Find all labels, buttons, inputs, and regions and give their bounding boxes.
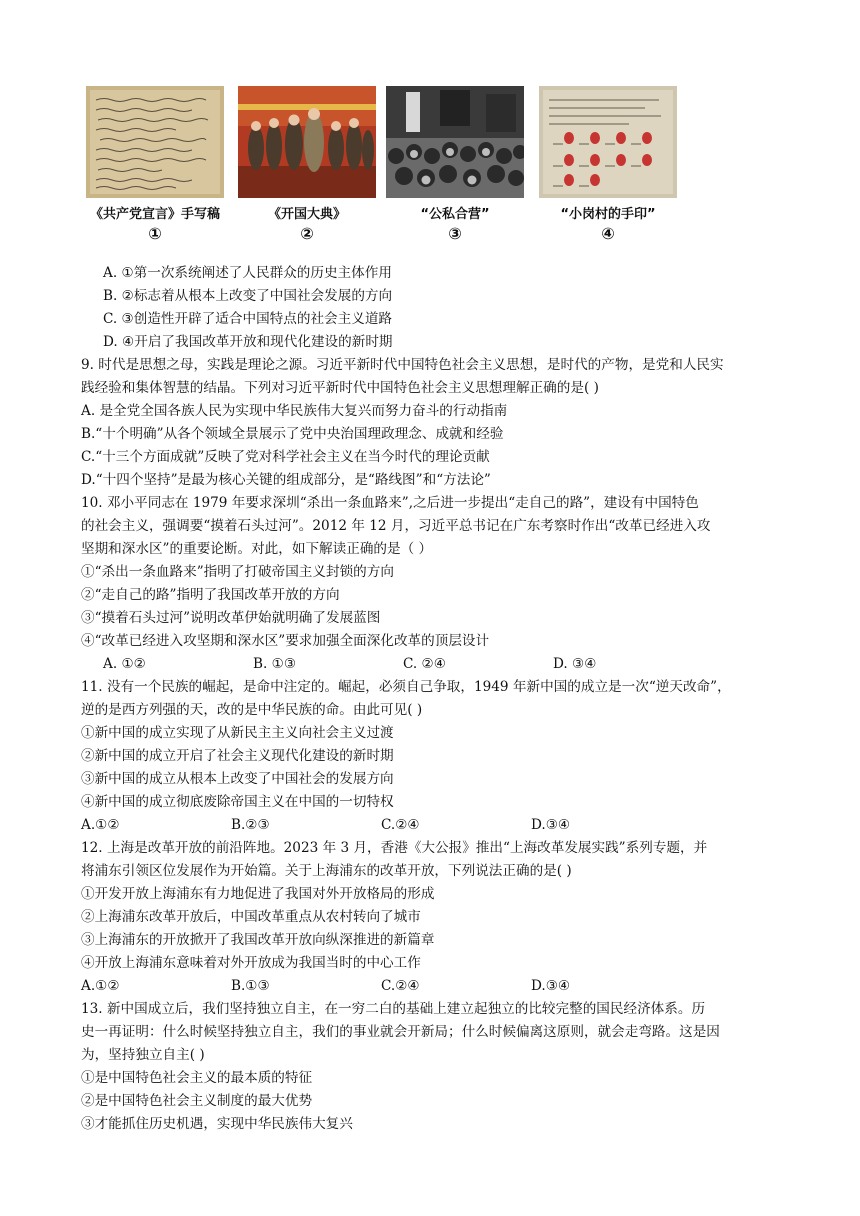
question-stem: 10. 邓小平同志在 1979 年要求深圳“杀出一条血路来”,之后进一步提出“走自己的路”，建设有中国特色 bbox=[81, 495, 699, 511]
figure-number: ② bbox=[300, 224, 314, 243]
statement: ②新中国的成立开启了社会主义现代化建设的新时期 bbox=[81, 748, 394, 764]
option: C. ③创造性开辟了适合中国特点的社会主义道路 bbox=[103, 311, 393, 327]
answer-choices bbox=[81, 814, 781, 837]
question-stem: 逆的是西方列强的天，改的是中华民族的命。由此可见( ) bbox=[81, 702, 423, 718]
figure-xiaogang bbox=[539, 86, 677, 243]
choice: A.①② bbox=[81, 978, 120, 994]
question-9 bbox=[81, 354, 781, 492]
public-private-photo-image bbox=[386, 86, 524, 198]
choice: C.②④ bbox=[381, 817, 420, 833]
option: C.“十三个方面成就”反映了党对科学社会主义在当今时代的理论贡献 bbox=[81, 449, 490, 465]
question-stem: 的社会主义，强调要“摸着石头过河”。2012 年 12 月，习近平总书记在广东考察时作出“改革已经进入攻 bbox=[81, 518, 711, 534]
question-11 bbox=[81, 676, 781, 837]
statement: ②上海浦东改革开放后，中国改革重点从农村转向了城市 bbox=[81, 909, 421, 925]
q8-options bbox=[81, 262, 781, 354]
figure-number: ④ bbox=[601, 224, 615, 243]
statement: ④开放上海浦东意味着对外开放成为我国当时的中心工作 bbox=[81, 955, 421, 971]
statement: ②是中国特色社会主义制度的最大优势 bbox=[81, 1093, 313, 1109]
choice: C.②④ bbox=[381, 978, 420, 994]
figure-caption: 《共产党宣言》手写稿 bbox=[89, 207, 220, 222]
choice: D.③④ bbox=[531, 978, 571, 994]
statement: ③新中国的成立从根本上改变了中国社会的发展方向 bbox=[81, 771, 394, 787]
statement: ③才能抓住历史机遇，实现中华民族伟大复兴 bbox=[81, 1116, 353, 1132]
figure-public-private bbox=[386, 86, 524, 243]
statement: ③“摸着石头过河”说明改革伊始就明确了发展蓝图 bbox=[81, 610, 381, 626]
option: A. ①第一次系统阐述了人民群众的历史主体作用 bbox=[103, 265, 392, 281]
choice: B.①③ bbox=[231, 978, 270, 994]
question-10 bbox=[81, 492, 781, 676]
statement: ④新中国的成立彻底废除帝国主义在中国的一切特权 bbox=[81, 794, 394, 810]
question-stem: 12. 上海是改革开放的前沿阵地。2023 年 3 月，香港《大公报》推出“上海改革发展实践”系列专题，并 bbox=[81, 840, 708, 856]
option: A. 是全党全国各族人民为实现中华民族伟大复兴而努力奋斗的行动指南 bbox=[81, 403, 508, 419]
answer-choices bbox=[81, 975, 781, 998]
choice: A.①② bbox=[81, 817, 120, 833]
statement: ①新中国的成立实现了从新民主主义向社会主义过渡 bbox=[81, 725, 394, 741]
figure-caption: “小岗村的手印” bbox=[560, 207, 656, 222]
figure-caption: 《开国大典》 bbox=[267, 207, 346, 222]
option: B.“十个明确”从各个领域全景展示了党中央治国理政理念、成就和经验 bbox=[81, 426, 504, 442]
statement: ①是中国特色社会主义的最本质的特征 bbox=[81, 1070, 313, 1086]
figure-row bbox=[86, 86, 686, 246]
figure-caption: “公私合营” bbox=[420, 207, 490, 222]
question-stem: 将浦东引领区位发展作为开始篇。关于上海浦东的改革开放，下列说法正确的是( ) bbox=[81, 863, 572, 879]
manifesto-manuscript-image bbox=[86, 86, 224, 198]
question-stem: 13. 新中国成立后，我们坚持独立自主，在一穷二白的基础上建立起独立的比较完整的国民经济体系。历 bbox=[81, 1001, 706, 1017]
option: D. ④开启了我国改革开放和现代化建设的新时期 bbox=[103, 334, 393, 350]
figure-number: ① bbox=[148, 224, 162, 243]
question-stem: 11. 没有一个民族的崛起，是命中注定的。崛起，必须自己争取，1949 年新中国的成立是一次“逆天改命”， bbox=[81, 679, 731, 695]
statement: ②“走自己的路”指明了我国改革开放的方向 bbox=[81, 587, 340, 603]
choice: B.②③ bbox=[231, 817, 270, 833]
choice: D. ③④ bbox=[553, 656, 597, 672]
figure-number: ③ bbox=[448, 224, 462, 243]
statement: ①开发开放上海浦东有力地促进了我国对外开放格局的形成 bbox=[81, 886, 435, 902]
choice: C. ②④ bbox=[403, 656, 446, 672]
statement: ①“杀出一条血路来”指明了打破帝国主义封锁的方向 bbox=[81, 564, 394, 580]
option: D.“十四个坚持”是最为核心关键的组成部分，是“路线图”和“方法论” bbox=[81, 472, 491, 488]
figure-founding-ceremony bbox=[238, 86, 376, 243]
question-stem: 为，坚持独立自主( ) bbox=[81, 1047, 205, 1063]
option: B. ②标志着从根本上改变了中国社会发展的方向 bbox=[103, 288, 393, 304]
question-12 bbox=[81, 837, 781, 998]
question-stem: 坚期和深水区”的重要论断。对此，如下解读正确的是（ ） bbox=[81, 541, 433, 557]
statement: ④“改革已经进入攻坚期和深水区”要求加强全面深化改革的顶层设计 bbox=[81, 633, 490, 649]
question-13 bbox=[81, 998, 781, 1136]
answer-choices bbox=[81, 653, 781, 676]
founding-ceremony-painting-image bbox=[238, 86, 376, 198]
question-content bbox=[81, 262, 781, 1136]
question-stem: 9. 时代是思想之母，实践是理论之源。习近平新时代中国特色社会主义思想，是时代的产物，是党和人民实 bbox=[81, 357, 724, 373]
choice: B. ①③ bbox=[253, 656, 297, 672]
choice: A. ①② bbox=[103, 656, 146, 672]
question-stem: 史一再证明：什么时候坚持独立自主，我们的事业就会开新局；什么时候偏离这原则，就会走弯路。这是因 bbox=[81, 1024, 720, 1040]
figure-manifesto bbox=[86, 86, 224, 243]
statement: ③上海浦东的开放掀开了我国改革开放向纵深推进的新篇章 bbox=[81, 932, 435, 948]
question-stem: 践经验和集体智慧的结晶。下列对习近平新时代中国特色社会主义思想理解正确的是( ) bbox=[81, 380, 599, 396]
choice: D.③④ bbox=[531, 817, 571, 833]
xiaogang-fingerprints-image bbox=[539, 86, 677, 198]
